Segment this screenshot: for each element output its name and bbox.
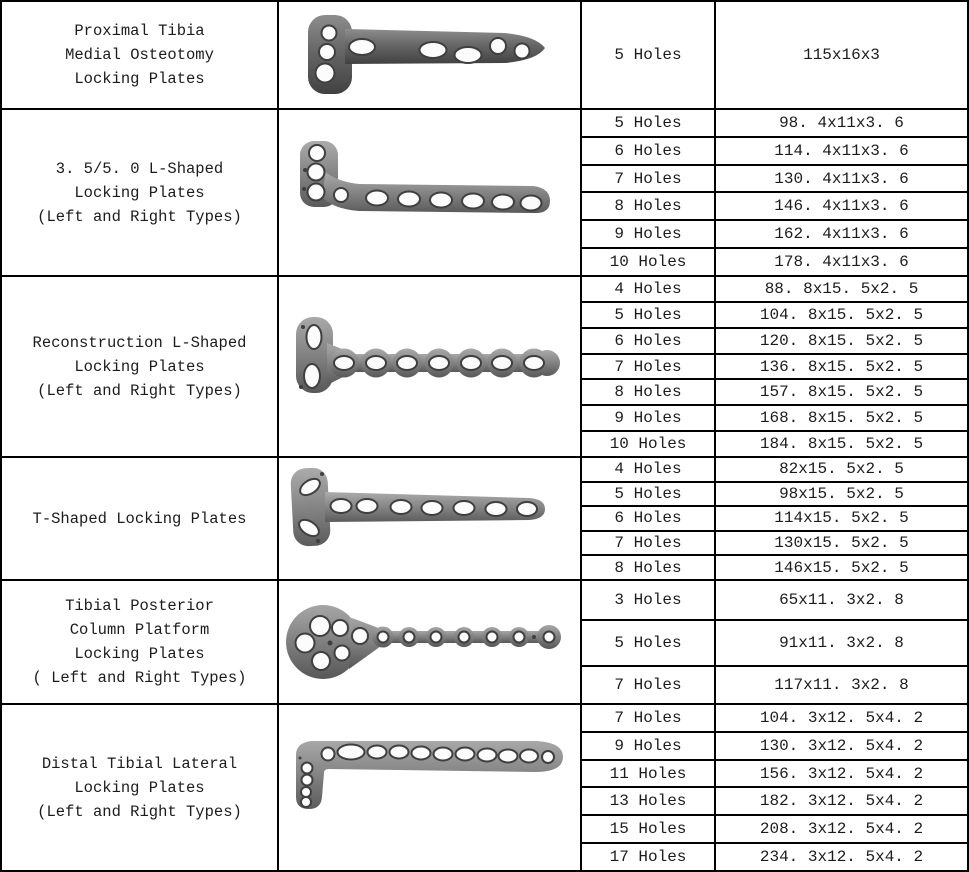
product-row: [2, 277, 967, 458]
holes-cell: 9 Holes: [582, 406, 716, 430]
size-cell: 130. 3x12. 5x4. 2: [759, 736, 924, 755]
spec-row: [582, 532, 967, 557]
spec-row: [582, 110, 967, 138]
size-cell: 178. 4x11x3. 6: [774, 253, 909, 272]
size-cell: 88. 8x15. 5x2. 5: [764, 279, 919, 298]
holes-cell: 10 Holes: [582, 249, 716, 275]
size-cell: 98x15. 5x2. 5: [779, 484, 904, 503]
holes-cell: 8 Holes: [582, 380, 716, 404]
spec-row: [582, 761, 967, 789]
product-name-cell: [2, 2, 279, 108]
product-name-line: ( Left and Right Types): [32, 669, 247, 687]
product-name-line: Locking Plates: [74, 645, 205, 663]
spec-row: [582, 277, 967, 303]
product-name-line: Medial Osteotomy: [65, 46, 214, 64]
spec-row: [582, 507, 967, 532]
holes-cell: 4 Holes: [582, 458, 716, 481]
product-name-line: Locking Plates: [74, 778, 205, 797]
t-shaped-locking-plate-photo: [279, 458, 580, 579]
holes-cell: 3 Holes: [582, 581, 716, 619]
holes-cell: 4 Holes: [582, 277, 716, 301]
holes-cell: 9 Holes: [582, 733, 716, 759]
size-cell: 115x16x3: [803, 46, 880, 64]
spec-row: [582, 329, 967, 355]
holes-cell: 5 Holes: [582, 621, 716, 665]
spec-row: [582, 166, 967, 194]
product-name-line: Locking Plates: [74, 70, 205, 88]
spec-row: [582, 667, 967, 703]
product-name-cell: [2, 581, 279, 703]
product-row: [2, 705, 967, 870]
spec-row: [582, 556, 967, 579]
spec-table: [582, 277, 967, 456]
holes-cell: 15 Holes: [582, 816, 716, 842]
product-name-cell: [2, 110, 279, 275]
size-cell: 104. 3x12. 5x4. 2: [759, 708, 924, 727]
product-image-cell: [279, 458, 582, 579]
spec-table: [582, 110, 967, 275]
size-cell: 114. 4x11x3. 6: [774, 141, 909, 160]
product-name-line: (Left and Right Types): [37, 207, 242, 226]
holes-cell: 5 Holes: [582, 110, 716, 136]
spec-row: [582, 621, 967, 667]
holes-cell: 10 Holes: [582, 432, 716, 456]
spec-row: [582, 458, 967, 483]
size-cell: 168. 8x15. 5x2. 5: [759, 409, 924, 428]
l-shaped-locking-plate-photo: [279, 110, 580, 275]
size-cell: 65x11. 3x2. 8: [779, 590, 904, 609]
holes-cell: 17 Holes: [582, 844, 716, 870]
holes-cell: 7 Holes: [582, 667, 716, 703]
size-cell: 117x11. 3x2. 8: [774, 676, 909, 695]
size-cell: 130x15. 5x2. 5: [774, 534, 909, 553]
holes-cell: 7 Holes: [582, 705, 716, 731]
spec-row: [582, 2, 967, 108]
product-image-cell: [279, 581, 582, 703]
holes-cell: 8 Holes: [582, 193, 716, 219]
holes-cell: 5 Holes: [582, 303, 716, 327]
spec-row: [582, 844, 967, 870]
holes-cell: 11 Holes: [582, 761, 716, 787]
size-cell: 162. 4x11x3. 6: [774, 225, 909, 244]
reconstruction-l-shaped-locking-plate-photo: [279, 277, 580, 456]
holes-cell: 6 Holes: [582, 138, 716, 164]
product-name-cell: [2, 705, 279, 870]
size-cell: 156. 3x12. 5x4. 2: [759, 764, 924, 783]
size-cell: 130. 4x11x3. 6: [774, 169, 909, 188]
spec-row: [582, 193, 967, 221]
holes-cell: 6 Holes: [582, 329, 716, 353]
size-cell: 104. 8x15. 5x2. 5: [759, 305, 924, 324]
product-name-line: Distal Tibial Lateral: [41, 754, 238, 773]
product-row: [2, 458, 967, 581]
holes-cell: 6 Holes: [582, 507, 716, 530]
size-cell: 98. 4x11x3. 6: [779, 113, 904, 132]
product-image-cell: [279, 110, 582, 275]
size-cell: 184. 8x15. 5x2. 5: [759, 435, 924, 454]
spec-table: [582, 2, 967, 108]
spec-row: [582, 483, 967, 508]
spec-row: [582, 788, 967, 816]
size-cell: 114x15. 5x2. 5: [774, 509, 909, 528]
product-name-line: (Left and Right Types): [37, 381, 242, 400]
holes-cell: 13 Holes: [582, 788, 716, 814]
product-row: [2, 2, 967, 110]
product-name-line: Reconstruction L-Shaped: [32, 333, 247, 352]
product-image-cell: [279, 705, 582, 870]
size-cell: 136. 8x15. 5x2. 5: [759, 357, 924, 376]
spec-row: [582, 138, 967, 166]
product-name-line: Locking Plates: [74, 183, 205, 202]
holes-cell: 7 Holes: [582, 166, 716, 192]
spec-row: [582, 380, 967, 406]
spec-row: [582, 705, 967, 733]
product-name-line: Tibial Posterior: [65, 597, 214, 615]
size-cell: 208. 3x12. 5x4. 2: [759, 820, 924, 839]
holes-cell: 5 Holes: [582, 483, 716, 506]
product-image-cell: [279, 2, 582, 108]
spec-table: [582, 705, 967, 870]
holes-cell: 9 Holes: [582, 221, 716, 247]
size-cell: 157. 8x15. 5x2. 5: [759, 383, 924, 402]
size-cell: 146x15. 5x2. 5: [774, 558, 909, 577]
holes-cell: 7 Holes: [582, 532, 716, 555]
size-cell: 91x11. 3x2. 8: [779, 633, 904, 652]
product-name-cell: [2, 277, 279, 456]
spec-table: [582, 458, 967, 579]
holes-cell: 7 Holes: [582, 355, 716, 379]
size-cell: 146. 4x11x3. 6: [774, 197, 909, 216]
distal-tibial-lateral-locking-plate-photo: [279, 705, 580, 870]
spec-row: [582, 221, 967, 249]
proximal-tibia-medial-osteotomy-plate-photo: [279, 2, 580, 108]
size-cell: 82x15. 5x2. 5: [779, 460, 904, 479]
spec-row: [582, 581, 967, 621]
spec-row: [582, 355, 967, 381]
size-cell: 182. 3x12. 5x4. 2: [759, 792, 924, 811]
product-name-line: Column Platform: [69, 621, 210, 639]
product-name-line: Locking Plates: [74, 357, 205, 376]
product-name-line: Proximal Tibia: [74, 22, 205, 40]
spec-row: [582, 816, 967, 844]
holes-cell: 8 Holes: [582, 556, 716, 579]
product-name-line: T-Shaped Locking Plates: [32, 509, 247, 528]
spec-table: [582, 581, 967, 703]
product-name-line: (Left and Right Types): [37, 802, 242, 821]
spec-row: [582, 406, 967, 432]
product-name-line: 3. 5/5. 0 L-Shaped: [55, 159, 224, 178]
holes-cell: 5 Holes: [582, 2, 716, 108]
product-name-cell: [2, 458, 279, 579]
spec-row: [582, 249, 967, 275]
size-cell: 120. 8x15. 5x2. 5: [759, 331, 924, 350]
spec-row: [582, 432, 967, 456]
size-cell: 234. 3x12. 5x4. 2: [759, 848, 924, 867]
product-image-cell: [279, 277, 582, 456]
spec-row: [582, 303, 967, 329]
product-row: [2, 110, 967, 277]
product-row: [2, 581, 967, 705]
spec-row: [582, 733, 967, 761]
tibial-posterior-column-platform-plate-photo: [279, 581, 580, 703]
